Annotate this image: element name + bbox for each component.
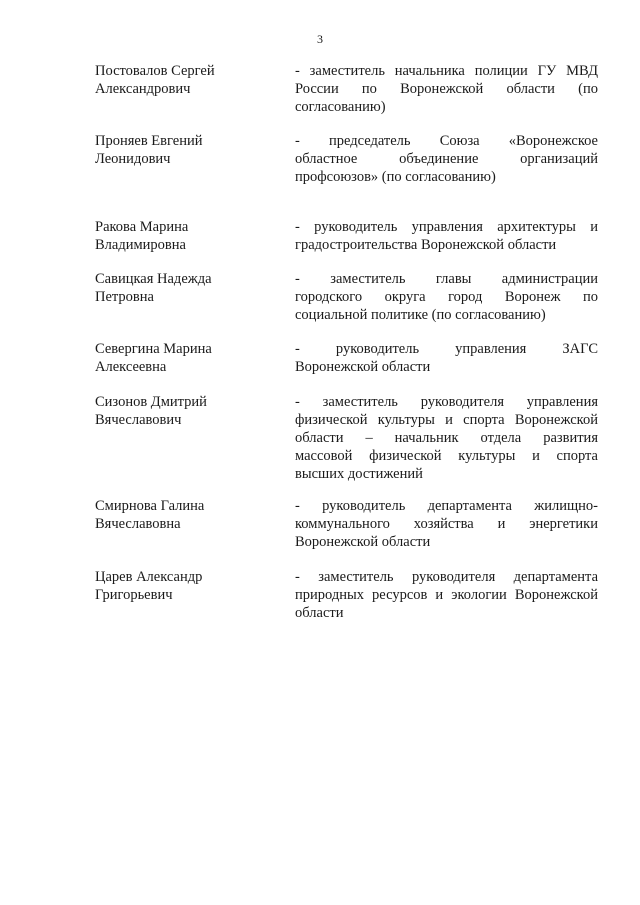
member-name-line: Царев Александр — [95, 569, 203, 585]
member-name — [95, 132, 295, 186]
page-number: 3 — [317, 32, 323, 46]
member-role-line: - руководитель департамента жилищно- — [295, 498, 598, 514]
member-name-line: Савицкая Надежда — [95, 271, 212, 287]
member-role-line: областное объединение организаций — [295, 151, 598, 167]
member-name-line: Ракова Марина — [95, 219, 189, 235]
member-role — [295, 393, 598, 483]
member-name-line: Вячеславович — [95, 412, 182, 428]
member-role — [295, 132, 598, 186]
member-role-line: городского округа город Воронеж по — [295, 289, 598, 305]
member-role-line: массовой физической культуры и спорта — [295, 448, 598, 464]
member-name — [95, 218, 295, 254]
member-name-line: Севергина Марина — [95, 341, 212, 357]
member-entry — [95, 393, 600, 483]
member-name — [95, 340, 295, 376]
member-name-line: Леонидович — [95, 151, 171, 167]
member-role-line: - руководитель управления ЗАГС — [295, 341, 598, 357]
member-role-line: - руководитель управления архитектуры и — [295, 219, 598, 235]
member-role-line: коммунального хозяйства и энергетики — [295, 516, 598, 532]
member-name-line: Сизонов Дмитрий — [95, 394, 207, 410]
member-role-line: социальной политике (по согласованию) — [295, 307, 546, 323]
member-role-line: природных ресурсов и экологии Воронежской — [295, 587, 598, 603]
member-name — [95, 62, 295, 116]
member-name-line: Алексеевна — [95, 359, 167, 375]
member-name-line: Григорьевич — [95, 587, 173, 603]
member-name — [95, 270, 295, 324]
member-role — [295, 218, 598, 254]
member-role — [295, 568, 598, 622]
member-role-line: - заместитель главы администрации — [295, 271, 598, 287]
member-name-line: Петровна — [95, 289, 154, 305]
member-entry — [95, 568, 600, 622]
member-role — [295, 62, 598, 116]
member-role-line: градостроительства Воронежской области — [295, 237, 557, 253]
member-role — [295, 340, 598, 376]
member-name — [95, 497, 295, 551]
member-entry — [95, 218, 600, 254]
member-name — [95, 568, 295, 622]
member-role-line: согласованию) — [295, 99, 386, 115]
member-entry — [95, 62, 600, 116]
member-name-line: Постовалов Сергей — [95, 63, 215, 79]
member-role-line: области — [295, 605, 344, 621]
member-role — [295, 270, 598, 324]
member-role-line: Воронежской области — [295, 359, 431, 375]
member-role-line: Воронежской области — [295, 534, 431, 550]
member-name — [95, 393, 295, 483]
member-role-line: России по Воронежской области (по — [295, 81, 598, 97]
member-role-line: физической культуры и спорта Воронежской — [295, 412, 598, 428]
member-name-line: Проняев Евгений — [95, 133, 203, 149]
member-name-line: Смирнова Галина — [95, 498, 205, 514]
member-role-line: области – начальник отдела развития — [295, 430, 598, 446]
member-role-line: - заместитель руководителя управления — [295, 394, 598, 410]
member-entry — [95, 497, 600, 551]
member-role-line: - председатель Союза «Воронежское — [295, 133, 598, 149]
member-role — [295, 497, 598, 551]
member-role-line: профсоюзов» (по согласованию) — [295, 169, 496, 185]
member-entry — [95, 340, 600, 376]
member-entry — [95, 132, 600, 186]
member-role-line: - заместитель руководителя департамента — [295, 569, 598, 585]
member-role-line: - заместитель начальника полиции ГУ МВД — [295, 63, 598, 79]
member-name-line: Владимировна — [95, 237, 186, 253]
member-role-line: высших достижений — [295, 466, 423, 482]
member-name-line: Александрович — [95, 81, 191, 97]
member-entry — [95, 270, 600, 324]
member-name-line: Вячеславовна — [95, 516, 181, 532]
